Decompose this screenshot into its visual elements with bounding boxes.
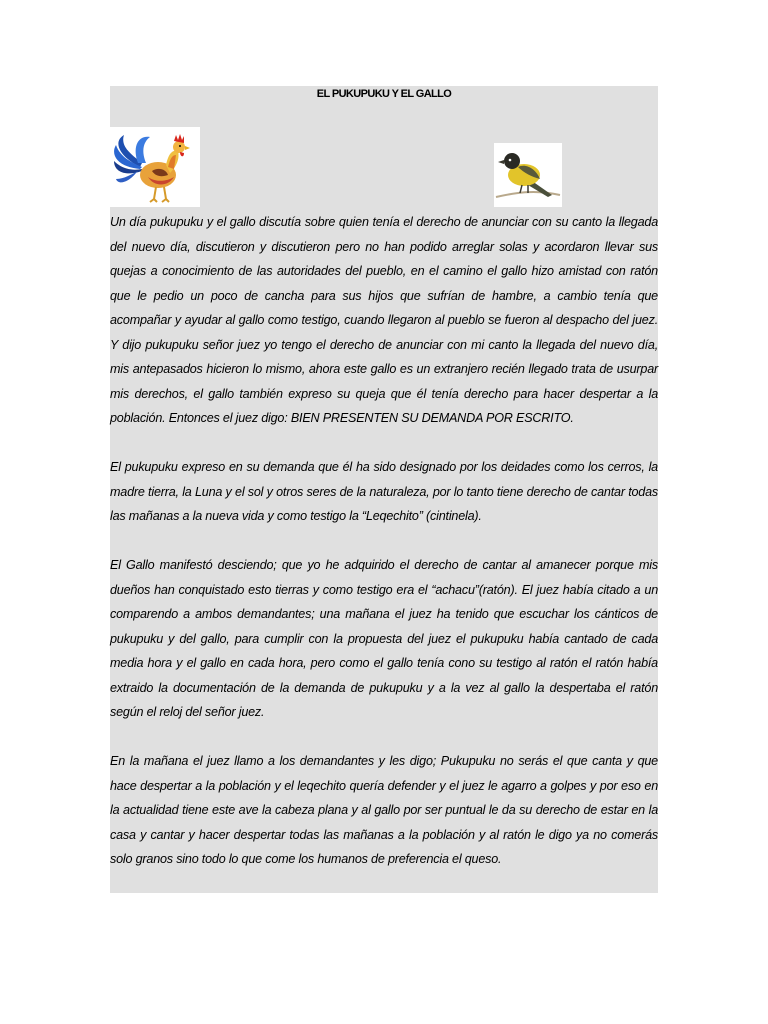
highlighted-text-block: [110, 86, 658, 893]
paragraph-4: En la mañana el juez llamo a los demandantes y les digo; Pukupuku no serás el que canta y que hace despertar a la población y el leqechito quería defender y el juez le agarro a golpes y por eso en la actualidad tiene este ave la cabeza plana y al gallo por ser puntual le da su derecho de estar en la casa y cantar y hacer despertar todas las mañanas a la población y al ratón le digo ya no comerás solo granos sino todo lo que come los humanos de preferencia el queso.: [110, 754, 658, 866]
paragraph-3: El Gallo manifestó desciendo; que yo he adquirido el derecho de cantar al amanecer porque mis dueños han conquistado esto tierras y como testigo era el “achacu”(ratón). El juez había citado a un comparendo a ambos demandantes; una mañana el juez ha tenido que escuchar los cánticos de pukupuku y del gallo, para cumplir con la propuesta del juez el pukupuku había cantado de cada media hora y el gallo en cada hora, pero como el gallo tenía cono su testigo al ratón el ratón había extraido la documentación de la demanda de pukupuku y a la vez al gallo la despertaba el ratón según el reloj del señor juez.: [110, 558, 658, 719]
paragraph-2: El pukupuku expreso en su demanda que él ha sido designado por los deidades como los cerros, la madre tierra, la Luna y el sol y otros seres de la naturaleza, por lo tanto tiene derecho de cantar todas las mañanas a la nueva vida y como testigo la “Leqechito” (cintinela).: [110, 460, 658, 523]
paragraph-1: Un día pukupuku y el gallo discutía sobre quien tenía el derecho de anunciar con su canto la llegada del nuevo día, discutieron y discutieron pero no han podido arreglar solas y acordaron llevar sus quejas a conocimiento de las autoridades del pueblo, en el camino el gallo hizo amistad con ratón que le pedio un poco de cancha para sus hijos que sufrían de hambre, a cambio tenía que acompañar y ayudar al gallo como testigo, cuando llegaron al pueblo se fueron al despacho del juez. Y dijo pukupuku señor juez yo tengo el derecho de anunciar con mi canto la llegada del nuevo día, mis antepasados hicieron lo mismo, ahora este gallo es un extranjero recién llegado trata de usurpar mis derechos, el gallo también expreso su queja que él tenía derecho para hacer despertar a la población. Entonces el juez digo: BIEN PRESENTEN SU DEMANDA POR ESCRITO.: [110, 215, 658, 425]
bird-image: [494, 143, 562, 207]
story-body: [110, 210, 658, 872]
rooster-image: [110, 127, 200, 207]
document-title: EL PUKUPUKU Y EL GALLO: [316, 88, 452, 100]
